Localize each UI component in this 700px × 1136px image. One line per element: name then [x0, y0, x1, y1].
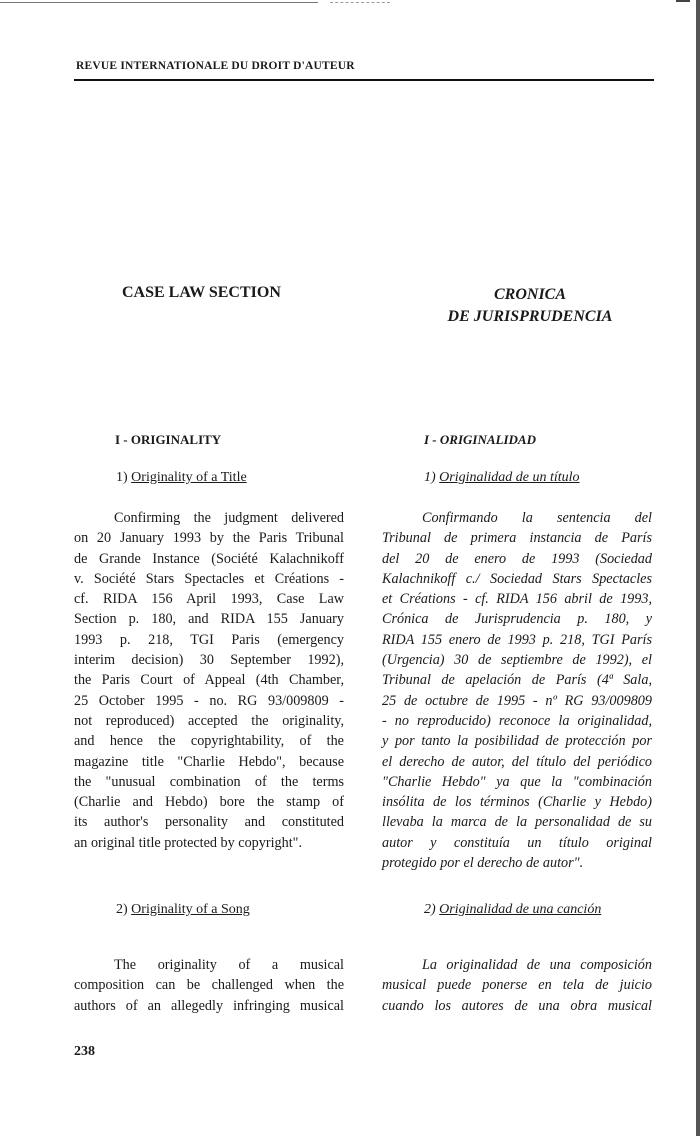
scan-edge-dash [330, 2, 390, 3]
subheading-title-en [116, 470, 247, 486]
subheading-number: 1) [424, 470, 436, 485]
text-line: composition can be challenged when the [74, 977, 344, 994]
text-line: and hence the copyrightability, of the [74, 733, 344, 750]
subheading-song-en [116, 902, 250, 918]
section-title-es [400, 284, 660, 328]
subheading-number: 2) [424, 902, 436, 917]
text-line: autor y constituía un título original [382, 834, 652, 851]
text-line: protegido por el derecho de autor". [382, 855, 584, 872]
text-line: et Créations - cf. RIDA 156 abril de 1993, [382, 591, 652, 608]
text-line: cuando los autores de una obra musical [382, 997, 652, 1014]
running-head: REVUE INTERNATIONALE DU DROIT D'AUTEUR [76, 60, 355, 72]
text-line: Confirming the judgment delivered [114, 510, 344, 526]
text-line: La originalidad de una composición [422, 957, 652, 973]
text-line: llevaba la marca de la personalidad de su [382, 814, 652, 831]
section-title-es-line2: DE JURISPRUDENCIA [447, 308, 613, 325]
subheading-number: 1) [116, 470, 128, 485]
text-line: "Charlie Hebdo" ya que la "combinación [382, 773, 652, 790]
text-line: el derecho de autor, del título del periódico [382, 753, 652, 770]
text-line: 25 October 1995 - no. RG 93/009809 - [74, 692, 344, 709]
text-line: on 20 January 1993 by the Paris Tribunal [74, 530, 344, 547]
text-line: - no reproducido) reconoce la originalidad, [382, 712, 652, 729]
text-line: Kalachnikoff c./ Sociedad Stars Spectacles [382, 570, 652, 587]
scan-edge-line [0, 2, 318, 3]
text-line: (Urgencia) 30 de septiembre de 1992), el [382, 652, 652, 669]
text-line: an original title protected by copyright". [74, 834, 302, 851]
section-title-en: CASE LAW SECTION [122, 284, 281, 301]
subheading-song-es [424, 902, 601, 918]
text-line: v. Société Stars Spectacles et Créations - [74, 570, 344, 587]
text-line: insólita de los términos (Charlie y Hebdo) [382, 794, 652, 811]
text-line: y por tanto la posibilidad de protección por [382, 733, 652, 750]
text-line: musical puede ponerse en tela de juicio [382, 977, 652, 994]
text-line: Section p. 180, and RIDA 155 January [74, 611, 344, 628]
scan-right-border [696, 0, 700, 1136]
text-line: Crónica de Jurisprudencia p. 180, y [382, 611, 652, 628]
section-title-es-line1: CRONICA [493, 286, 567, 303]
subheading-number: 2) [116, 902, 128, 917]
subheading-text: Originality of a Title [131, 470, 247, 485]
text-line: cf. RIDA 156 April 1993, Case Law [74, 591, 344, 608]
text-line: the Paris Court of Appeal (4th Chamber, [74, 672, 344, 689]
text-line: de Grande Instance (Société Kalachnikoff [74, 550, 344, 567]
text-line: Tribunal de apelación de París (4ª Sala, [382, 672, 652, 689]
subheading-text: Originalidad de una canción [439, 902, 602, 917]
paragraph-2-en [74, 955, 344, 1016]
paragraph-1-en [74, 508, 344, 853]
subheading-title-es [424, 470, 580, 486]
text-line: (Charlie and Hebdo) bore the stamp of [74, 794, 344, 811]
text-line: interim decision) 30 September 1992), [74, 652, 344, 669]
text-line: its author's personality and constituted [74, 814, 344, 831]
text-line: the "unusual combination of the terms [74, 773, 344, 790]
paragraph-2-es [382, 955, 652, 1016]
text-line: del 20 de enero de 1993 (Sociedad [382, 550, 652, 567]
text-line: Confirmando la sentencia del [422, 510, 652, 526]
text-line: RIDA 155 enero de 1993 p. 218, TGI París [382, 631, 652, 648]
text-line: 25 de octubre de 1995 - nº RG 93/009809 [382, 692, 652, 709]
header-rule [74, 79, 654, 81]
text-line: authors of an allegedly infringing musical [74, 997, 344, 1014]
text-line: Tribunal de primera instancia de París [382, 530, 652, 547]
page-number: 238 [74, 1044, 95, 1059]
subheading-text: Originalidad de un título [439, 470, 580, 485]
text-line: The originality of a musical [114, 957, 344, 973]
text-line: magazine title "Charlie Hebdo", because [74, 753, 344, 770]
scan-edge-mark [676, 0, 690, 2]
paragraph-1-es [382, 508, 652, 873]
heading-originality-es: I - ORIGINALIDAD [424, 432, 536, 447]
text-line: 1993 p. 218, TGI Paris (emergency [74, 631, 344, 648]
heading-originality-en: I - ORIGINALITY [115, 432, 222, 447]
subheading-text: Originality of a Song [131, 902, 250, 917]
text-line: not reproduced) accepted the originality, [74, 712, 344, 729]
